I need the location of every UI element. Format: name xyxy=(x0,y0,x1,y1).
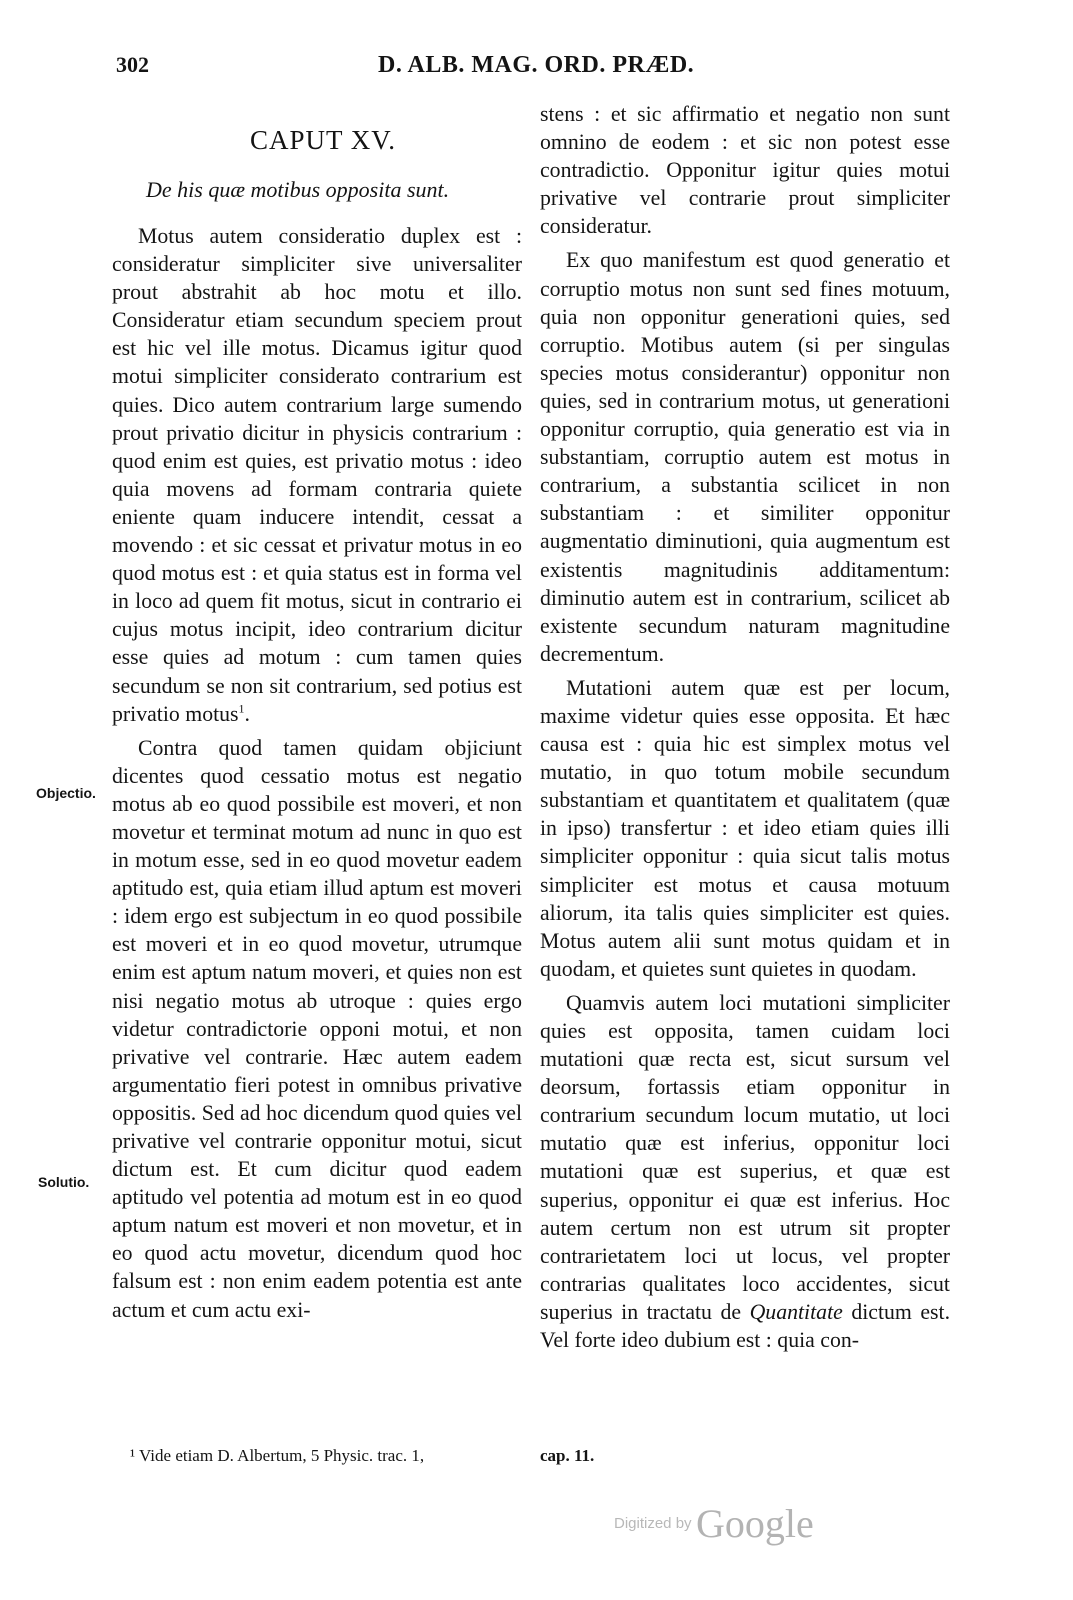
right-paragraph-3: Quamvis autem loci mutationi simpliciter quies est opposita, tamen cuidam loci mutationi quæ recta est, sicut sursum vel deorsum, fortassis etiam opponitur in contrarium secundum locum mutatio, ut loci mutatio quæ est inferius, opponitur loci mutationi quæ est superius, et quæ est superius, opponitur ei quæ est inferius. Hoc autem certum non est utrum sit propter contrarietatem loci ut locus, vel propter contrarias qualitates loco accidentes, sicut superius in tractatu de Quantitate dictum est. Vel forte ideo dubium est : quia con- xyxy=(540,990,951,1353)
right-paragraph-1: Ex quo manifestum est quod generatio et corruptio motus non sunt sed fines motuum, quia non opponitur generationi quies, sed corruptio. Motibus autem (si per singulas species motus considerantur) opponitur non quies, sed in contrarium motus, ut generationi opponitur corruptio, quia generatio est via in substantiam, corruptio autem est motus in contrarium, a substantia scilicet in non substantiam : et similiter opponitur augmentatio diminutioni, quia augmentum est existentis magnitudinis additamentum: diminutio autem est in contrarium, scilicet ab existente secundum naturam magnitudine decrementum. xyxy=(540,248,950,666)
margin-note-solutio: Solutio. xyxy=(38,1174,90,1190)
chapter-subtitle: De his quæ motibus opposita sunt. xyxy=(146,177,450,202)
google-logo: Google xyxy=(696,1501,814,1546)
right-paragraph-2: Mutationi autem quæ est per locum, maxime videtur quies esse opposita. Et hæc causa est : quia hic est simplex motus vel mutatio, in quo totum mobile secundum substantiam et quantitatem et qualitatem (quæ in ipso) transfertur : et ideo etiam quies illi simpliciter opponitur : quia sicut talis motus simpliciter est motus et causa motuum aliorum, ita talis quies simpliciter est quies. Motus autem alii sunt motus quidam et in quodam, et quietes sunt quietes in quodam. xyxy=(540,675,950,981)
italic-term: Quantitate xyxy=(749,1299,843,1324)
page-number: 302 xyxy=(116,52,149,77)
footnote-continuation: cap. 11. xyxy=(540,1446,595,1465)
left-paragraph-2: Contra quod tamen quidam objiciunt dicentes quod cessatio motus est negatio motus ab eo quod possibile est moveri, et non movetur et terminat motum ad nunc in quo est in motum esse, sed in eo quod movetur eadem aptitudo est, quia etiam illud aptum est moveri : idem ergo est subjectum in eo quod possibile est moveri et in eo quod movetur, utrumque enim est aptum natum moveri, et quies non est nisi negatio motus ab utroque : quies ergo videtur contradictorie opponi motui, et non privative vel contrarie. Hæc autem eadem argumentatio fieri potest in omnibus privative oppositis. Sed ad hoc dicendum quod quies vel privative vel contrarie opponitur motui, sicut dictum est. Et cum dicitur quod eadem aptitudo vel potentia ad motum est in eo quod aptum natum est moveri et non movetur, et in eo quod actu movetur, dicendum quod hoc falsum est : non enim eadem potentia est ante actum et cum actu exi- xyxy=(112,735,522,1322)
footnote: ¹ Vide etiam D. Albertum, 5 Physic. trac. 1, xyxy=(130,1446,425,1465)
digitized-watermark xyxy=(614,1500,814,1547)
left-column xyxy=(112,222,522,1330)
left-paragraph-1: Motus autem consideratio duplex est : consideratur simpliciter sive universaliter prout abstrahit ab hoc motu et illo. Consideratur etiam secundum speciem prout est hic vel ille motus. Dicamus igitur quod motui simpliciter considerato contrarium est quies. Dico autem contrarium large sumendo prout privatio dicitur in physicis contrarium : quod enim est quies, est privatio motus : ideo quia movens ad formam contraria quiete eniente quam inducere intendit, cessat a movendo : et sic cessat et privatur motus in eo quod motus est : et quia status est in forma vel in loco ad quem fit motus, sicut in contrario ei cujus motus incipit, ideo contrarium dicitur esse quies ad motum : cum tamen quies secundum se non sit contrarium, sed potius est privatio motus$^1$. xyxy=(112,224,522,726)
footnote-marker: 1 xyxy=(238,701,245,716)
running-title: D. ALB. MAG. ORD. PRÆD. xyxy=(378,52,695,78)
right-paragraph-0: stens : et sic affirmatio et negatio non sunt omnino de eodem : et sic non potest esse contradictio. Opponitur igitur quies motui privative vel contrarie prout simpliciter consideratur. xyxy=(540,102,950,239)
right-column xyxy=(540,100,950,1360)
watermark-prefix: Digitized by xyxy=(614,1515,692,1532)
margin-note-objectio: Objectio. xyxy=(36,785,96,801)
chapter-title: CAPUT XV. xyxy=(250,125,397,155)
